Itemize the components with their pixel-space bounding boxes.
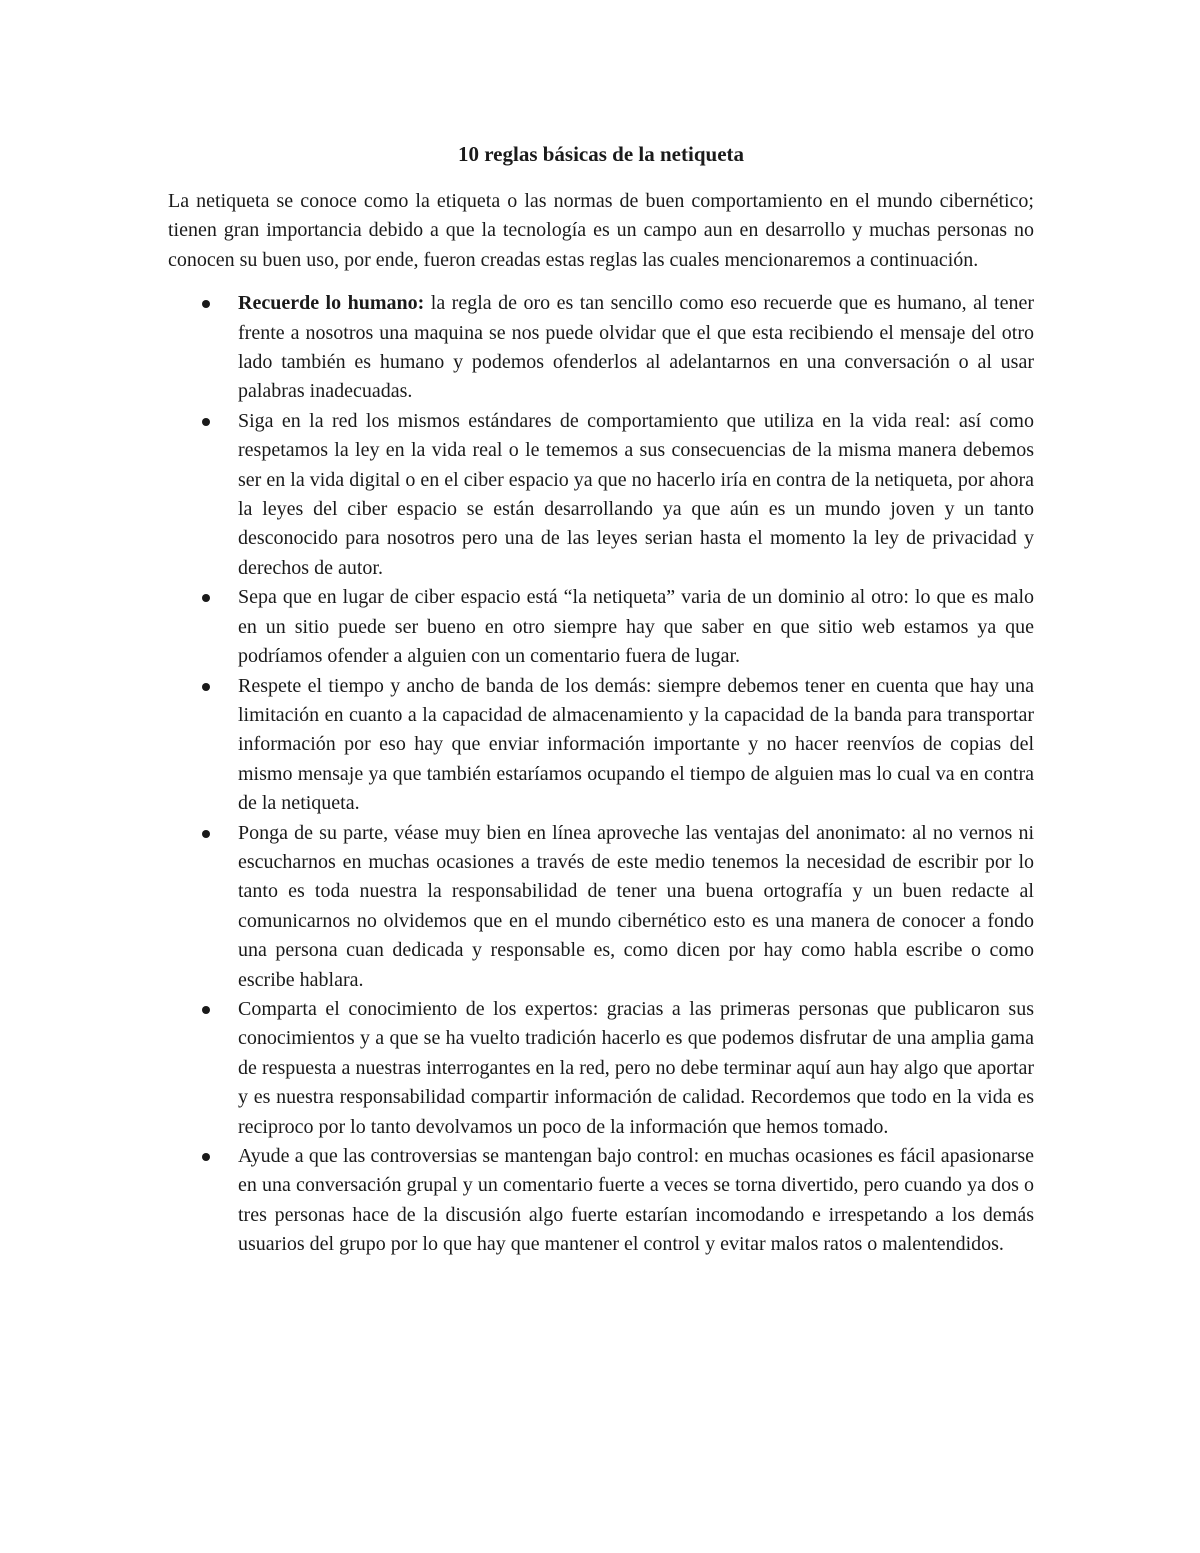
- rule-item: [168, 289, 1034, 407]
- rule-text: Respete el tiempo y ancho de banda de los demás: siempre debemos tener en cuenta que hay una limitación en cuanto a la capacidad de almacenamiento y la capacidad de la banda para transportar información por eso hay que enviar información importante y no hacer reenvíos de copias del mismo mensaje ya que también estaríamos ocupando el tiempo de alguien mas lo cual va en contra de la netiqueta.: [238, 674, 1034, 815]
- rule-text: la regla de oro es tan sencillo como eso recuerde que es humano, al tener frente a nosotros una maquina se nos puede olvidar que el que esta recibiendo el mensaje del otro lado también es humano y podemos ofenderlos al adelantarnos en una conversación o al usar palabras inadecuadas.: [238, 292, 1034, 403]
- bullet-icon: [202, 1153, 210, 1161]
- rule-item: [168, 407, 1034, 583]
- rule-heading: Recuerde lo humano:: [238, 292, 425, 315]
- rule-text: Sepa que en lugar de ciber espacio está “la netiqueta” varia de un dominio al otro: lo que es malo en un sitio puede ser bueno en otro siempre hay que saber en que sitio web estamos ya que podríamos ofender a alguien con un comentario fuera de lugar.: [238, 586, 1034, 668]
- rule-item: [168, 583, 1034, 671]
- bullet-icon: [202, 418, 210, 426]
- rule-text: Ponga de su parte, véase muy bien en línea aproveche las ventajas del anonimato: al no vernos ni escucharnos en muchas ocasiones a través de este medio tenemos la necesidad de escribir por lo tanto es toda nuestra la responsabilidad de tener una buena ortografía y un buen redacte al comunicarnos no olvidemos que en el mundo cibernético esto es una manera de conocer a fondo una persona cuan dedicada y responsable es, como dicen por hay como habla escribe o como escribe hablara.: [238, 821, 1034, 991]
- rule-text: Ayude a que las controversias se mantengan bajo control: en muchas ocasiones es fácil apasionarse en una conversación grupal y un comentario fuerte a veces se torna divertido, pero cuando ya dos o tres personas hace de la discusión algo fuerte estarían incomodando e irrespetando a los demás usuarios del grupo por lo que hay que mantener el control y evitar malos ratos o malentendidos.: [238, 1145, 1034, 1256]
- bullet-icon: [202, 300, 210, 308]
- rules-list: [168, 289, 1034, 1259]
- bullet-icon: [202, 594, 210, 602]
- rule-item: [168, 819, 1034, 995]
- document-body: [168, 140, 1034, 1260]
- rule-item: [168, 995, 1034, 1142]
- intro-paragraph: La netiqueta se conoce como la etiqueta o las normas de buen comportamiento en el mundo cibernético; tienen gran importancia debido a que la tecnología es un campo aun en desarrollo y muchas personas no conocen su buen uso, por ende, fueron creadas estas reglas las cuales mencionaremos a continuación.: [168, 190, 1034, 271]
- bullet-icon: [202, 830, 210, 838]
- document-title: 10 reglas básicas de la netiqueta: [457, 142, 745, 166]
- rule-text: Comparta el conocimiento de los expertos: gracias a las primeras personas que publicaron sus conocimientos y a que se ha vuelto tradición hacerlo es que podemos disfrutar de una amplia gama de respuesta a nuestras interrogantes en la red, pero no debe terminar aquí aun hay algo que aportar y es nuestra responsabilidad compartir información de calidad. Recordemos que todo en la vida es reciproco por lo tanto devolvamos un poco de la información que hemos tomado.: [238, 997, 1034, 1138]
- rule-item: [168, 672, 1034, 819]
- rule-text: Siga en la red los mismos estándares de comportamiento que utiliza en la vida real: así como respetamos la ley en la vida real o le tememos a sus consecuencias de la misma manera debemos ser en la vida digital o en el ciber espacio ya que no hacerlo iría en contra de la netiqueta, por ahora la leyes del ciber espacio se están desarrollando ya que aún es un mundo joven y un tanto desconocido para nosotros pero una de las leyes serian hasta el momento la ley de privacidad y derechos de autor.: [238, 409, 1034, 579]
- bullet-icon: [202, 683, 210, 691]
- bullet-icon: [202, 1006, 210, 1014]
- rule-item: [168, 1142, 1034, 1260]
